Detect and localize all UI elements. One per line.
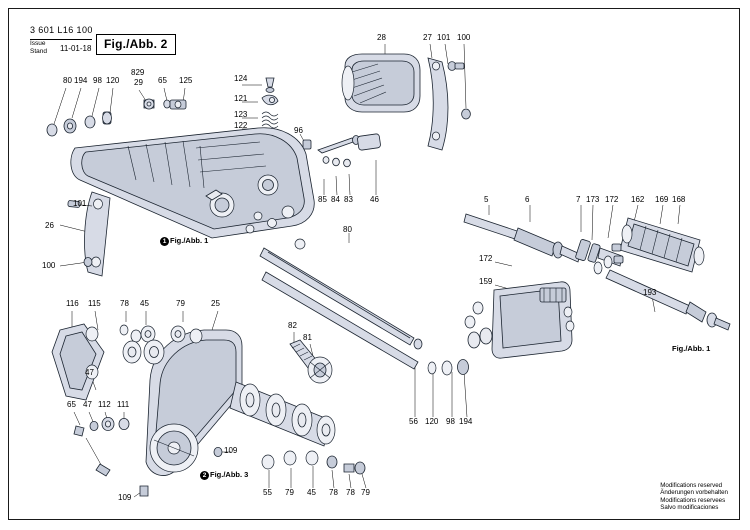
callout-829: 829 xyxy=(131,68,145,77)
callout-55: 55 xyxy=(263,488,272,497)
callout-162: 162 xyxy=(631,195,645,204)
callout-45-bottom: 45 xyxy=(307,488,316,497)
callout-25: 25 xyxy=(211,299,220,308)
callout-78-bottom-2: 78 xyxy=(346,488,355,497)
callout-56: 56 xyxy=(409,417,418,426)
callout-172-left: 172 xyxy=(479,254,493,263)
callout-111: 111 xyxy=(117,400,130,409)
callout-123: 123 xyxy=(234,110,248,119)
callout-172-top: 172 xyxy=(605,195,619,204)
callout-29: 29 xyxy=(134,78,143,87)
callout-47-small: 47 xyxy=(85,368,94,377)
callout-45-top: 45 xyxy=(140,299,149,308)
callout-6: 6 xyxy=(525,195,530,204)
callout-80-top: 80 xyxy=(63,76,72,85)
callout-46: 46 xyxy=(370,195,379,204)
ref-fig1-right[interactable] xyxy=(672,344,710,353)
callout-65-top: 65 xyxy=(158,76,167,85)
callout-5: 5 xyxy=(484,195,489,204)
callout-83: 83 xyxy=(344,195,353,204)
ref-fig3-text: Fig./Abb. 3 xyxy=(210,470,249,479)
callout-112: 112 xyxy=(98,400,111,409)
callout-159: 159 xyxy=(479,277,493,286)
issue-date: 11-01-18 xyxy=(60,44,92,53)
callout-78-top: 78 xyxy=(120,299,129,308)
callout-173: 173 xyxy=(586,195,600,204)
callout-120-bottom: 120 xyxy=(425,417,439,426)
callout-109-bottom: 109 xyxy=(118,493,132,502)
notice-es: Salvo modificaciones xyxy=(660,504,719,512)
ref-fig1-right-text: Fig./Abb. 1 xyxy=(672,344,711,353)
figure-number-box: Fig./Abb. 2 xyxy=(96,34,176,55)
notice-en: Modifications reserved xyxy=(660,481,723,489)
callout-100-top: 100 xyxy=(457,33,471,42)
modifications-notice xyxy=(660,482,728,512)
callout-120-top: 120 xyxy=(106,76,120,85)
callout-96: 96 xyxy=(294,126,303,135)
callout-65-bottom: 65 xyxy=(67,400,76,409)
callout-121: 121 xyxy=(234,94,248,103)
callout-28: 28 xyxy=(377,33,386,42)
callout-168: 168 xyxy=(672,195,686,204)
callout-79-bottom-2: 79 xyxy=(361,488,370,497)
notice-fr: Modifications reservees xyxy=(660,496,726,504)
callout-98-top: 98 xyxy=(93,76,102,85)
issue-label-de: Stand xyxy=(30,48,47,55)
callout-79-bottom: 79 xyxy=(285,488,294,497)
callout-193: 193 xyxy=(643,288,657,297)
callout-26: 26 xyxy=(45,221,54,230)
callout-116: 116 xyxy=(66,299,79,308)
callout-122: 122 xyxy=(234,121,248,130)
issue-label-en: Issue xyxy=(30,40,46,47)
notice-de: Änderungen vorbehalten xyxy=(660,489,728,497)
callout-109-right: 109 xyxy=(224,446,238,455)
callout-7: 7 xyxy=(576,195,581,204)
part-number: 3 601 L16 100 xyxy=(30,25,93,35)
callout-98-bottom: 98 xyxy=(446,417,455,426)
callout-100-left: 100 xyxy=(42,261,56,270)
callout-80-mid: 80 xyxy=(343,225,352,234)
callout-125: 125 xyxy=(179,76,193,85)
callout-124: 124 xyxy=(234,74,248,83)
ref-marker-2: 2 xyxy=(200,471,209,480)
callout-85: 85 xyxy=(318,195,327,204)
callout-82: 82 xyxy=(288,321,297,330)
ref-fig1-left[interactable] xyxy=(160,236,208,246)
callout-47-bottom: 47 xyxy=(83,400,92,409)
callout-81: 81 xyxy=(303,333,312,342)
callout-27: 27 xyxy=(423,33,432,42)
callout-78-bottom-1: 78 xyxy=(329,488,338,497)
callout-84: 84 xyxy=(331,195,340,204)
callout-169: 169 xyxy=(655,195,669,204)
callout-115: 115 xyxy=(88,299,101,308)
ref-fig1-left-text: Fig./Abb. 1 xyxy=(170,236,209,245)
ref-fig3[interactable] xyxy=(200,470,248,480)
callout-194-top: 194 xyxy=(74,76,88,85)
callout-101-left: 101 xyxy=(73,199,87,208)
callout-79-top: 79 xyxy=(176,299,185,308)
callout-101-top: 101 xyxy=(437,33,451,42)
ref-marker-1-left: 1 xyxy=(160,237,169,246)
callout-194-bottom: 194 xyxy=(459,417,473,426)
